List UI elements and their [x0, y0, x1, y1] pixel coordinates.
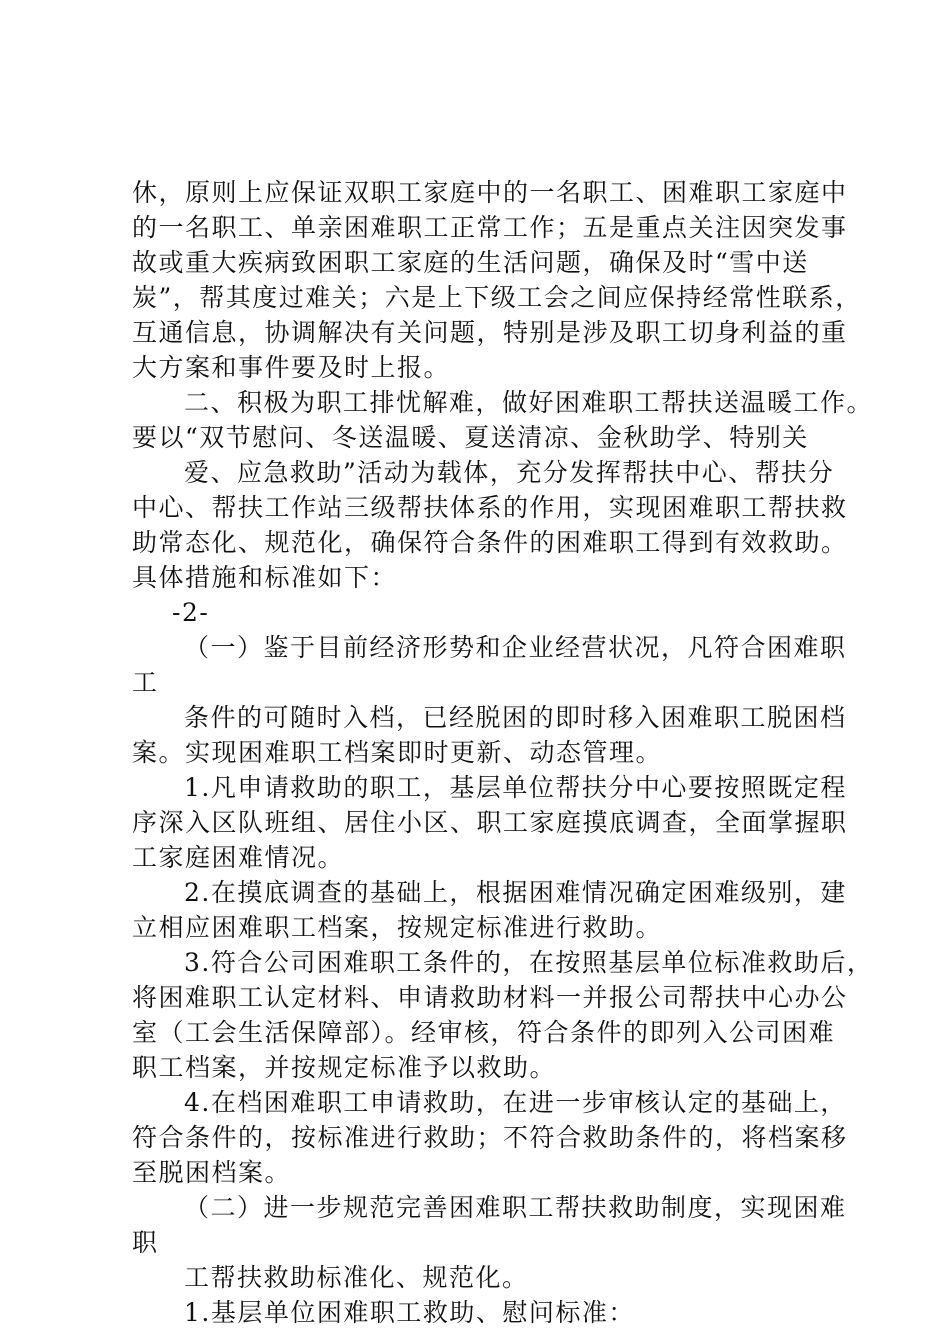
text-line: 条件的可随时入档，已经脱困的即时移入困难职工脱困档 — [184, 703, 847, 732]
text-line: 将困难职工认定材料、申请救助材料一并报公司帮扶中心办公 — [132, 983, 848, 1012]
text-line: 符合条件的，按标准进行救助；不符合救助条件的，将档案移 — [132, 1123, 848, 1152]
text-line: 至脱困档案。 — [132, 1158, 292, 1187]
text-line: 工 — [132, 668, 159, 697]
text-line: 爱、应急救助”活动为载体，充分发挥帮扶中心、帮扶分 — [184, 458, 835, 487]
list-item: 1.基层单位困难职工救助、慰问标准： — [184, 1298, 635, 1327]
text-line: 工家庭困难情况。 — [132, 843, 345, 872]
text-line: 职 — [132, 1228, 159, 1257]
list-item: 4.在档困难职工申请救助，在进一步审核认定的基础上， — [184, 1088, 847, 1117]
page-marker: -2- — [172, 598, 210, 627]
section-heading: （一）鉴于目前经济形势和企业经营状况，凡符合困难职 — [184, 633, 847, 662]
text-line: 要以“双节慰问、冬送温暖、夏送清凉、金秋助学、特别关 — [132, 423, 809, 452]
text-line: 案。实现困难职工档案即时更新、动态管理。 — [132, 738, 663, 767]
text-line: 故或重大疾病致困职工家庭的生活问题，确保及时“雪中送 — [132, 248, 809, 277]
text-line: 中心、帮扶工作站三级帮扶体系的作用，实现困难职工帮扶救 — [132, 493, 848, 522]
text-line: 大方案和事件要及时上报。 — [132, 353, 451, 382]
list-item: 2.在摸底调查的基础上，根据困难情况确定困难级别，建 — [184, 878, 847, 907]
text-line: 工帮扶救助标准化、规范化。 — [184, 1263, 529, 1292]
text-line: 助常态化、规范化，确保符合条件的困难职工得到有效救助。 — [132, 528, 848, 557]
list-item: 3.符合公司困难职工条件的，在按照基层单位标准救助后， — [184, 948, 874, 977]
text-line: 职工档案，并按规定标准予以救助。 — [132, 1053, 557, 1082]
section-heading: （二）进一步规范完善困难职工帮扶救助制度，实现困难 — [184, 1193, 847, 1222]
text-line: 的一名职工、单亲困难职工正常工作；五是重点关注因突发事 — [132, 213, 848, 242]
text-line: 序深入区队班组、居住小区、职工家庭摸底调查，全面掌握职 — [132, 808, 848, 837]
list-item: 1.凡申请救助的职工，基层单位帮扶分中心要按照既定程 — [184, 773, 847, 802]
text-line: 立相应困难职工档案，按规定标准进行救助。 — [132, 913, 663, 942]
text-line: 具体措施和标准如下： — [132, 563, 398, 592]
text-line: 炭”，帮其度过难关；六是上下级工会之间应保持经常性联系， — [132, 283, 862, 312]
text-line: 互通信息，协调解决有关问题，特别是涉及职工切身利益的重 — [132, 318, 848, 347]
text-line: 室（工会生活保障部）。经审核，符合条件的即列入公司困难 — [132, 1018, 836, 1047]
text-line: 休，原则上应保证双职工家庭中的一名职工、困难职工家庭中 — [132, 178, 848, 207]
text-line: 二、积极为职工排忧解难，做好困难职工帮扶送温暖工作。 — [184, 388, 874, 417]
